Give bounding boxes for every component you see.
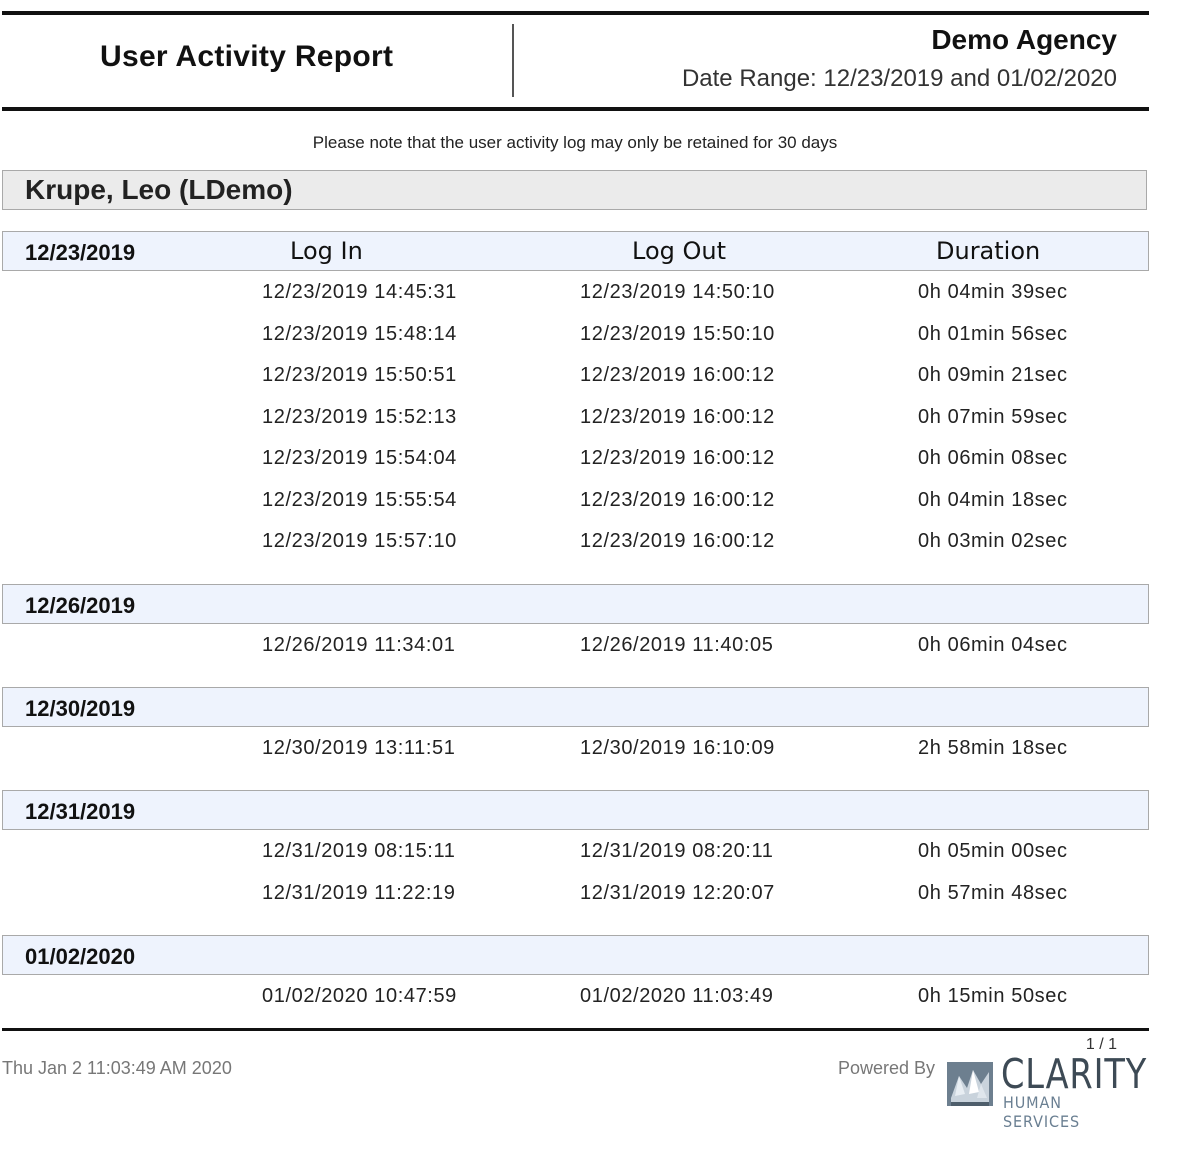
log-in-cell: 12/23/2019 15:55:54 <box>262 488 457 511</box>
date-label: 12/30/2019 <box>25 696 136 721</box>
powered-by-label: Powered By <box>838 1058 936 1078</box>
date-group <box>2 231 1149 562</box>
log-in-cell: 01/02/2020 10:47:59 <box>262 985 457 1007</box>
table-row <box>2 975 1149 1017</box>
duration-cell: 0h 04min 18sec <box>918 488 1068 511</box>
user-header <box>2 170 1147 210</box>
table-row <box>2 872 1149 914</box>
date-header <box>2 231 1149 271</box>
top-rule <box>2 11 1149 15</box>
duration-cell: 0h 07min 59sec <box>918 405 1068 428</box>
date-group <box>2 790 1149 913</box>
table-row <box>2 437 1149 479</box>
table-row <box>2 727 1149 769</box>
date-header <box>2 687 1149 727</box>
duration-cell: 0h 57min 48sec <box>918 881 1068 904</box>
log-out-cell: 12/23/2019 16:00:12 <box>580 364 775 386</box>
date-label: 12/23/2019 <box>25 240 136 265</box>
page-number: 1 / 1 <box>1085 1036 1117 1053</box>
date-group <box>2 687 1149 769</box>
log-in-cell: 12/30/2019 13:11:51 <box>262 737 456 759</box>
date-header <box>2 790 1149 830</box>
log-in-cell: 12/23/2019 15:50:51 <box>262 364 457 386</box>
date-header <box>2 584 1149 624</box>
printed-timestamp: Thu Jan 2 11:03:49 AM 2020 <box>2 1058 232 1078</box>
log-out-cell: 12/23/2019 15:50:10 <box>580 322 775 345</box>
duration-cell: 2h 58min 18sec <box>918 737 1068 759</box>
retention-note: Please note that the user activity log may only be retained for 30 days <box>312 133 838 152</box>
clarity-logo-text: CLARITY <box>1001 1050 1148 1098</box>
header-divider <box>512 24 514 97</box>
column-header-log-in: Log In <box>290 237 363 265</box>
log-out-cell: 12/23/2019 16:00:12 <box>580 488 775 511</box>
log-out-cell: 12/30/2019 16:10:09 <box>580 737 775 759</box>
log-out-cell: 01/02/2020 11:03:49 <box>580 985 774 1007</box>
log-out-cell: 12/31/2019 12:20:07 <box>580 881 775 904</box>
date-group <box>2 935 1149 1017</box>
log-in-cell: 12/31/2019 11:22:19 <box>262 881 456 904</box>
date-label: 01/02/2020 <box>25 944 136 969</box>
duration-cell: 0h 04min 39sec <box>918 281 1068 303</box>
log-in-cell: 12/23/2019 15:54:04 <box>262 447 457 469</box>
clarity-logo-subtext: HUMAN SERVICES <box>1003 1093 1081 1131</box>
user-name: Krupe, Leo (LDemo) <box>25 174 293 205</box>
table-row <box>2 830 1149 872</box>
table-row <box>2 396 1149 438</box>
log-in-cell: 12/26/2019 11:34:01 <box>262 634 456 656</box>
log-out-cell: 12/23/2019 14:50:10 <box>580 281 775 303</box>
log-in-cell: 12/23/2019 15:48:14 <box>262 322 457 345</box>
duration-cell: 0h 03min 02sec <box>918 530 1068 552</box>
log-in-cell: 12/23/2019 15:57:10 <box>262 530 457 552</box>
table-row <box>2 479 1149 521</box>
clarity-logo-icon <box>943 1058 997 1110</box>
duration-cell: 0h 06min 08sec <box>918 447 1068 469</box>
column-header-log-out: Log Out <box>632 237 727 265</box>
log-out-cell: 12/23/2019 16:00:12 <box>580 405 775 428</box>
log-in-cell: 12/23/2019 14:45:31 <box>262 281 457 303</box>
date-label: 12/26/2019 <box>25 593 136 618</box>
table-row <box>2 313 1149 355</box>
duration-cell: 0h 09min 21sec <box>918 364 1068 386</box>
duration-cell: 0h 15min 50sec <box>918 985 1068 1007</box>
report-title: User Activity Report <box>100 40 394 73</box>
header-rule <box>2 107 1149 111</box>
agency-name: Demo Agency <box>931 24 1117 55</box>
table-row <box>2 354 1149 396</box>
footer-rule <box>2 1028 1149 1031</box>
duration-cell: 0h 06min 04sec <box>918 634 1068 656</box>
table-row <box>2 271 1149 313</box>
table-row <box>2 624 1149 666</box>
duration-cell: 0h 05min 00sec <box>918 840 1068 862</box>
log-in-cell: 12/31/2019 08:15:11 <box>262 840 456 862</box>
log-out-cell: 12/26/2019 11:40:05 <box>580 634 774 656</box>
date-group <box>2 584 1149 666</box>
date-header <box>2 935 1149 975</box>
duration-cell: 0h 01min 56sec <box>918 322 1068 345</box>
table-row <box>2 520 1149 562</box>
date-range: Date Range: 12/23/2019 and 01/02/2020 <box>681 65 1117 92</box>
log-out-cell: 12/23/2019 16:00:12 <box>580 530 775 552</box>
date-label: 12/31/2019 <box>25 799 136 824</box>
log-out-cell: 12/23/2019 16:00:12 <box>580 447 775 469</box>
log-out-cell: 12/31/2019 08:20:11 <box>580 840 774 862</box>
log-in-cell: 12/23/2019 15:52:13 <box>262 405 457 428</box>
column-header-duration: Duration <box>936 237 1041 265</box>
